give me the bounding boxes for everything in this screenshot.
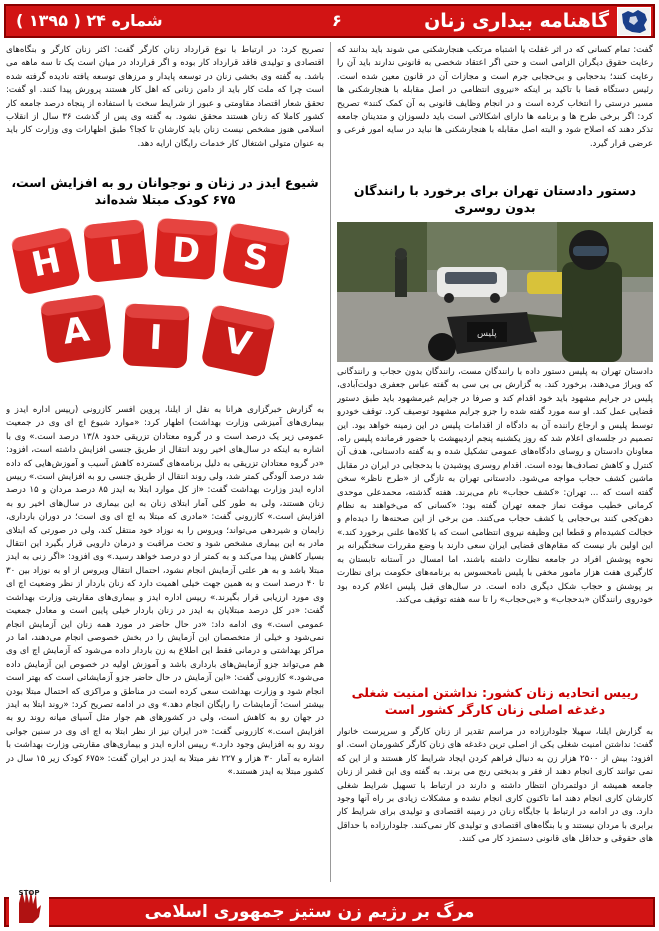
article-women-union-headline: رییس اتحادیه زنان کشور: نداشتن امنیت شغلی دغدغه اصلی زنان کارگر کشور است bbox=[351, 685, 639, 717]
article-aids-body: به گزارش خبرگزاری هرانا به نقل از ایلنا، پروین افسر کازرونی (رییس اداره ایدز و بیماری‌های آمیزشی وزارت بهداشت) اظهار کرد: «موارد شیوع اچ ای وی در جمعیت عمومی زیر یک درصد است و در گروه معتادان تزریقی حدود ۱۳/۸ درصد است.» وی با اشاره به اینکه در سال‌های اخیر روند انتقال از طریق جنسی افزایش داشته است، افزود: «در گروه معتادان تزریقی به دلیل برنامه‌های گسترده کاهش آسیب و آموزش‌هایی که داده شد درصد آلودگی کمتر شد، ولی روند انتقال از طریق جنسی رو به افزایش است.» رییس اداره ایدز وزارت بهداشت گفت: «از کل موارد ابتلا به ایدز ۸۵ درصد مردان و ۱۵ درصد زنان هستند، ولی به طور کلی آمار ابتلای زنان به این بیماری در سال‌های اخیر رو به افزایش است.» کازرونی گفت: «مادری که مبتلا به اچ ای وی است؛ در دوران بارداری، زایمان و شیردهی می‌تواند؛ ویروس را به نوزاد خود منتقل کند، ولی در صورتی که ابتلای مادر به این بیماری مشخص شود و تحت مراقبت و درمان دارویی قرار بگیرد این انتقال بسیار کاهش پیدا می‌کند و به کمتر از دو درصد خواهد رسید.» وی افزود: «اگر زنی به ایدز مبتلا باشد و به هر علتی آزمایش انجام نشود، احتمال انتقال ویروس از او به نوزاد بین ۳۰ تا ۴۰ درصد است و به همین جهت خیلی اهمیت دارد که زنان باردار از نظر وضعیت اچ ای وی مورد ارزیابی قرار بگیرند.» رییس اداره ایدز و بیماری‌های مقاربتی وزارت بهداشت گفت: «در کل درصد مبتلایان به ایدز در زنان باردار خیلی پایین است و معادل جمعیت عمومی است.» وی ادامه داد: «در حال حاضر در مورد همه زنان این آزمایش انجام نمی‌شود و خیلی از متخصصان این آزمایش را در بخش خصوصی انجام می‌دهند، اما در مراکز بهداشتی و درمانی فقط این اطلاع به زن باردار داده می‌شود که آزمایش اچ ای وی هم می‌تواند جزو آزمایش‌های بارداری باشد و آموزش اولیه در خصوص این آزمایش داده می‌شود.» کازرونی گفت: «این آزمایش در حال حاضر جزو آزمایشاتی است که بهتر است انجام شود و وزارت بهداشت سعی کرده است در مناطق و مراکزی که احتمال مبتلا بودن بیشتر است؛ آزمایشات را رایگان انجام دهد.» وی در ادامه تصریح کرد: «روند ابتلا به ایدز در جهان رو به کاهش است، ولی در کشورهای هم جوار مثل آسیای میانه روند رو به افزایش است.» کازرونی گفت: «در ایران نیز از نظر ابتلا به اچ ای وی در سنین جوانی روند رو به افزایش وجود دارد.» رییس اداره ایدز و بیماری‌های مقاربتی وزارت بهداشت با اشاره به آمار ۳۰ هزار و ۲۲۷ نفر مبتلا به ایدز در ایران گفت: «۶۷۵ کودک زیر ۱۵ سال در کشور مبتلا به ایدز هستند.» bbox=[6, 405, 324, 777]
newsletter-title: گاهنامه بیداری زنان bbox=[424, 10, 609, 32]
article-aids-headline: شیوع ایدز در زنان و نوجوانان رو به افزایش است، ۶۷۵ کودک مبتلا شده‌اند bbox=[11, 175, 319, 207]
aids-block-letter: H bbox=[28, 240, 65, 286]
aids-block-letter: V bbox=[220, 320, 255, 366]
issue-number: شماره ۲۴ ( ۱۳۹۵ ) bbox=[16, 11, 163, 30]
column-divider bbox=[330, 42, 331, 882]
aids-block-letter: I bbox=[107, 232, 125, 274]
footer-slogan-banner bbox=[4, 889, 655, 927]
svg-text:پلیس: پلیس bbox=[477, 329, 497, 339]
left-intro-text: تصریح کرد: در ارتباط با نوع قرارداد زنان کارگر گفت: اکثر زنان کارگر و بنگاه‌های اقتصادی و تولیدی فاقد قرارداد کار بوده و اگر قرارداد در میان است یک تا سه ماهه می باشد. به گفته وی بخشی زنان در توسعه پایدار و مرزهای توسعه یافته نادیده گرفته شده است چرا که ملت کار باید از دامن زنانی که اهل کار هستند پرورش پیدا کنند. او گفت: تحقق شعار اقتصاد مقاومتی و عبور از شرایط سخت با استفاده از پنجاه درصد جامعه کار کشور کاملا که زنان هستند محقق نشود. به گفته وی پس از گذشت ۳۶ سال از انقلاب اسلامی هنوز مشخص نیست زنان باید کارشان تا کجا؟ طبق اظهارات وی وزارت کار باید به عنوان متولی اشتغال کار خدمات رایگان ارایه دهد. bbox=[6, 45, 324, 149]
right-intro-text: گفت: تمام کسانی که در اثر غفلت یا اشتباه مرتکب هنجارشکنی می شوند باید بدانند که رعایت حقوق دیگران الزامی است و حتی اگر اعتقاد شخصی به قانونی ندارند باید آن را رعایت کنند؛ بدحجابی و بی‌حجابی جرم است و مجازات آن در قانون معین شده است. رئیس دستگاه قضا با تاکید بر اینکه «نیروی انتظامی در اصل مقابله با هنجارشکنی ها مسیر درستی را انتخاب کرده است و در انجام وظایف قانونی به آن کمک کنند» تصریح کرد: اگر برخی طرح ها و برنامه ها دارای اشکالاتی است باید دلسوزان و متدینان جامعه تذکر دهند که اصلاح شود و البته اصل مقابله با هنجارشکنی ها نباید در سایه امور فرعی و عرضی قرار گیرد. bbox=[337, 45, 653, 149]
aids-block-letter: I bbox=[148, 317, 164, 359]
aids-block-letter: D bbox=[170, 230, 202, 272]
police-motorcycle-photo bbox=[337, 222, 653, 362]
aids-blocks-image bbox=[6, 212, 324, 398]
footer-slogan: مرگ بر رژیم زن ستیز جمهوری اسلامی bbox=[144, 902, 475, 922]
article-tehran-prosecutor-headline: دستور دادستان تهران برای برخورد با رانندگان بدون روسری bbox=[353, 183, 637, 215]
masthead-banner bbox=[4, 4, 655, 38]
iran-map-logo bbox=[617, 7, 651, 36]
article-tehran-prosecutor-body: دادستان تهران به پلیس دستور داده با رانندگان مست، رانندگان بدون حجاب و رانندگانی که ویراژ می‌دهند، برخورد کند. به گزارش بی بی سی به گفته عباس جعفری دولت‌آبادی، پلیس در جرایم مشهود باید خود اقدام کند و صرفا در جرایم غیرمشهود باید طبق دستور قضایی عمل کند. او سه مورد گفته شده را جزو جرایم مشهود توصیف کرد. توقف خودرو توسط پلیس و ارجاع راننده آن به دادگاه از اقدامات پلیس در این زمینه خواهد بود. این تصمیم در جلسه‌ای اعلام شد که روز یکشنبه پنجم اردیبهشت با حضور فرمانده پلیس راه، معاونان دادستان و روسای دادگاه‌های عمومی تشکیل شده و به گفته دادستانی، هدف آن کنترل و کاهش تصادف‌ها بوده است. اقدام روسری پوشیدن با بدحجابی در ایران در مقابل ماشین کشف حجاب مواجه می‌شود. دادستانی تهران به تازگی از «طرح ناظر» سخن گفته است که ... تهران: «کشف حجاب» نام می‌برند. هفته گذشته، محمدعلی موحدی کرمانی خطیب موقت نماز جمعه تهران گفته بود: «کسانی که می‌خواهند به نظام دهن‌کجی کنند بی‌حجابی یا کشف حجاب می‌کنند. من برخی از این صحنه‌ها را دیده‌ام و خجالت کشیده‌ام و قطعا این وظیفه نیروی انتظامی است که با کلاه‌ها علنی برخورد کند.» این اولین بار نیست که مقام‌های قضایی ایران سعی دارند با وضع مقررات سختگیرانه بر نحوه پوشش افراد در جامعه نظارت داشته باشند، اما امسال در آستانه تابستان به کارگیری هفت هزار مامور مخفی با پلیس نامحسوس به برنامه‌های حکومت برای نظارت بر پوشش و حجاب شکل دیگری داده است. در سال‌های قبل پلیس اعلام کرده بود خودروی رانندگان «بدحجاب» و «بی‌حجاب» را تا سه هفته توقیف می‌کند. bbox=[337, 367, 653, 605]
article-women-union-body: به گزارش ایلنا، سهیلا جلودارزاده در مراسم تقدیر از زنان کارگر و سرپرست خانوار گفت: نداشتن امنیت شغلی یکی از اصلی ترین دغدغه های زنان کارگر کشورمان است. او افزود: بیش از ۲۵۰۰ هزار زن به دنبال فراهم کردن ایجاد شرایط کار هستند و از این که نمی توانند کاری انجام دهند از فقر و بدبختی رنج می برند. به گفته وی این قشر از زنان جامعه همیشه از دولتمردان انتظار داشته و دارند در ارتباط با تسهیل شرایط شغلی کارشان کاری انجام دهند اما تاکنون کاری انجام نشده و مشکلات زیادی بر راه آنها وجود دارد. وی در ادامه در ارتباط با جایگاه زنان در زمینه اقتصادی و تولیدی برای شرایط کار برابری با مردان نیستند و با بنگاه‌های اقتصادی و تولیدی کار نمی‌کنند. جلودارزاده با حداقل های حقوقی و حداقل های قانونی دستمزد کار می کنند. bbox=[337, 727, 653, 845]
stop-hand-icon bbox=[9, 883, 49, 927]
aids-block-letter: S bbox=[240, 236, 272, 280]
page-number: ۶ bbox=[332, 11, 342, 30]
aids-block-letter: A bbox=[60, 309, 92, 353]
stop-label: STOP bbox=[18, 889, 40, 897]
